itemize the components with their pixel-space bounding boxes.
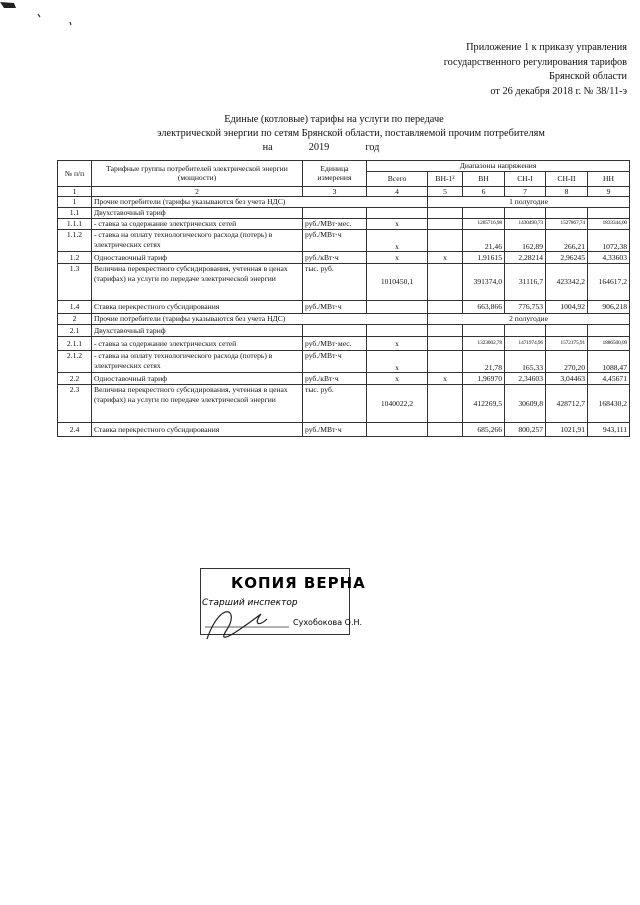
table-row (58, 325, 630, 337)
value-vn: 1,91615 (463, 252, 505, 264)
row-name: Величина перекрестного субсидирования, учтенная в ценах (тарифах) на услуги по передаче электрической энергии (92, 385, 303, 423)
row-name: Двухставочный тариф (92, 208, 303, 219)
header-line-1: Приложение 1 к приказу управления (466, 42, 627, 53)
head-col-total: Всего (367, 171, 428, 186)
svg-text:КОПИЯ ВЕРНА: КОПИЯ ВЕРНА (231, 574, 366, 592)
row-name: Ставка перекрестного субсидирования (92, 301, 303, 314)
value-sn1: 2,28214 (505, 252, 546, 264)
stamp-image (201, 569, 366, 634)
index-cell: 1 (58, 186, 92, 197)
row-name: Одноставочный тариф (92, 373, 303, 385)
row-num: 2.1 (58, 325, 92, 337)
value-nn: 1833344,00 (588, 219, 630, 230)
value-nn: 4,45671 (588, 373, 630, 385)
value-sn1: 1430490,73 (505, 219, 546, 230)
value-sn2: 3,04463 (546, 373, 588, 385)
title-suffix: год (365, 142, 380, 154)
row-unit: руб./МВт·ч (303, 351, 367, 373)
value-sn1: 800,257 (505, 423, 546, 437)
row-total: 1010450,1 (367, 264, 428, 301)
table-row (58, 373, 630, 385)
row-vn1: х (428, 373, 463, 385)
value-vn: 21,46 (463, 230, 505, 252)
row-total: х (367, 373, 428, 385)
table-row (58, 301, 630, 314)
value-vn: 21,78 (463, 351, 505, 373)
title-line-2: электрической энергии по сетям Брянской области, поставляемой прочим потребителям (157, 128, 545, 140)
value-sn1: 31116,7 (505, 264, 546, 301)
head-groups: Тарифные группы потребителей электрической энергии (мощности) (92, 161, 303, 187)
row-unit: руб./МВт·ч (303, 423, 367, 437)
value-sn1: 162,89 (505, 230, 546, 252)
row-num: 2.2 (58, 373, 92, 385)
row-num: 1.3 (58, 264, 92, 301)
row-num: 2.3 (58, 385, 92, 423)
table-row (58, 219, 630, 230)
value-sn2: 1021,91 (546, 423, 588, 437)
row-num: 1.1.2 (58, 230, 92, 252)
table-row (58, 230, 630, 252)
table-row (58, 351, 630, 373)
row-name: Прочие потребители (тарифы указываются без учета НДС) (92, 314, 428, 325)
period-label: 2 полугодие (428, 314, 630, 325)
value-nn: 164617,2 (588, 264, 630, 301)
row-unit: руб./МВт·ч (303, 230, 367, 252)
head-col-vn1: ВН-1² (428, 171, 463, 186)
row-name: Одноставочный тариф (92, 252, 303, 264)
value-sn1: 30609,8 (505, 385, 546, 423)
row-name: Величина перекрестного субсидирования, учтенная в ценах (тарифах) на услуги по передаче электрической энергии (92, 264, 303, 301)
value-nn: 4,33603 (588, 252, 630, 264)
row-name: - ставка на оплату технологического расхода (потерь) в электрических сетях (92, 230, 303, 252)
row-total: х (367, 351, 428, 373)
row-unit: руб./МВт·мес. (303, 337, 367, 351)
table-row (58, 423, 630, 437)
row-num: 2.4 (58, 423, 92, 437)
period-label: 1 полугодие (428, 197, 630, 208)
row-num: 2.1.2 (58, 351, 92, 373)
tariff-table (57, 160, 630, 437)
row-num: 1.1.1 (58, 219, 92, 230)
svg-text:Сухобокова О.Н.: Сухобокова О.Н. (293, 618, 363, 627)
row-vn1 (428, 423, 463, 437)
document-title (0, 113, 640, 156)
value-sn2: 428712,7 (546, 385, 588, 423)
row-name: Двухставочный тариф (92, 325, 303, 337)
row-total: х (367, 337, 428, 351)
value-vn: 685,266 (463, 423, 505, 437)
index-cell: 7 (505, 186, 546, 197)
value-sn1: 165,33 (505, 351, 546, 373)
head-unit: Единица измерения (303, 161, 367, 187)
row-name: - ставка за содержание электрических сетей (92, 337, 303, 351)
value-sn2: 423342,2 (546, 264, 588, 301)
index-cell: 8 (546, 186, 588, 197)
index-cell: 2 (92, 186, 303, 197)
head-col-vn: ВН (463, 171, 505, 186)
value-vn: 663,866 (463, 301, 505, 314)
table-row (58, 264, 630, 301)
value-sn2: 1572175,91 (546, 337, 588, 351)
head-col-nn: НН (588, 171, 630, 186)
row-unit: руб./МВт·мес. (303, 219, 367, 230)
table-row (58, 208, 630, 219)
value-sn1: 776,753 (505, 301, 546, 314)
row-unit: тыс. руб. (303, 264, 367, 301)
head-col-sn2: СН-II (546, 171, 588, 186)
row-num: 1.1 (58, 208, 92, 219)
row-num: 1 (58, 197, 92, 208)
table-row (58, 385, 630, 423)
value-nn: 943,111 (588, 423, 630, 437)
row-unit: руб./МВт·ч (303, 301, 367, 314)
section-row (58, 197, 630, 208)
value-nn: 1088,47 (588, 351, 630, 373)
table-row (58, 252, 630, 264)
value-sn2: 266,21 (546, 230, 588, 252)
row-vn1 (428, 385, 463, 423)
title-line-1: Единые (котловые) тарифы на услуги по передаче (224, 114, 444, 125)
row-name: Ставка перекрестного субсидирования (92, 423, 303, 437)
value-vn: 1323002,78 (463, 337, 505, 351)
head-num: № п/п (58, 161, 92, 187)
index-cell: 3 (303, 186, 367, 197)
row-num: 2 (58, 314, 92, 325)
title-prefix: на (262, 142, 273, 154)
row-name: - ставка за содержание электрических сетей (92, 219, 303, 230)
index-cell: 5 (428, 186, 463, 197)
section-row (58, 314, 630, 325)
value-sn2: 1527867,74 (546, 219, 588, 230)
row-total: 1040022,2 (367, 385, 428, 423)
row-num: 1.2 (58, 252, 92, 264)
row-total: х (367, 219, 428, 230)
value-vn: 391374,0 (463, 264, 505, 301)
title-line-3 (0, 141, 640, 155)
value-sn1: 1471974,96 (505, 337, 546, 351)
index-cell: 6 (463, 186, 505, 197)
head-ranges: Диапазоны напряжения (367, 161, 630, 172)
row-total: х (367, 230, 428, 252)
value-sn1: 2,34603 (505, 373, 546, 385)
row-vn1 (428, 264, 463, 301)
index-cell: 4 (367, 186, 428, 197)
row-unit: руб./кВт·ч (303, 252, 367, 264)
value-sn2: 270,20 (546, 351, 588, 373)
row-vn1 (428, 301, 463, 314)
approval-header (444, 41, 627, 99)
value-nn: 168430,2 (588, 385, 630, 423)
row-name: Прочие потребители (тарифы указываются без учета НДС) (92, 197, 428, 208)
value-vn: 1,96970 (463, 373, 505, 385)
row-vn1 (428, 337, 463, 351)
row-vn1 (428, 351, 463, 373)
value-nn: 1886500,09 (588, 337, 630, 351)
title-year: 2019 (308, 142, 330, 154)
value-vn: 1285716,98 (463, 219, 505, 230)
table-row (58, 337, 630, 351)
row-num: 2.1.1 (58, 337, 92, 351)
row-total (367, 423, 428, 437)
value-sn2: 1004,92 (546, 301, 588, 314)
row-name: - ставка на оплату технологического расхода (потерь) в электрических сетях (92, 351, 303, 373)
index-cell: 9 (588, 186, 630, 197)
value-nn: 1072,38 (588, 230, 630, 252)
row-num: 1.4 (58, 301, 92, 314)
value-sn2: 2,96245 (546, 252, 588, 264)
value-vn: 412269,5 (463, 385, 505, 423)
row-unit: тыс. руб. (303, 385, 367, 423)
row-unit: руб./кВт·ч (303, 373, 367, 385)
row-vn1: х (428, 252, 463, 264)
head-col-sn1: СН-I (505, 171, 546, 186)
value-nn: 906,218 (588, 301, 630, 314)
header-line-2: государственного регулирования тарифов (443, 56, 627, 68)
header-line-3: Брянской области (548, 71, 627, 82)
header-line-4: от 26 декабря 2018 г. № 38/11-э (490, 85, 627, 97)
row-vn1 (428, 219, 463, 230)
index-row (58, 186, 630, 197)
row-total (367, 301, 428, 314)
svg-text:Старший инспектор: Старший инспектор (202, 598, 298, 608)
copy-certified-stamp (200, 568, 366, 635)
row-total: х (367, 252, 428, 264)
row-vn1 (428, 230, 463, 252)
